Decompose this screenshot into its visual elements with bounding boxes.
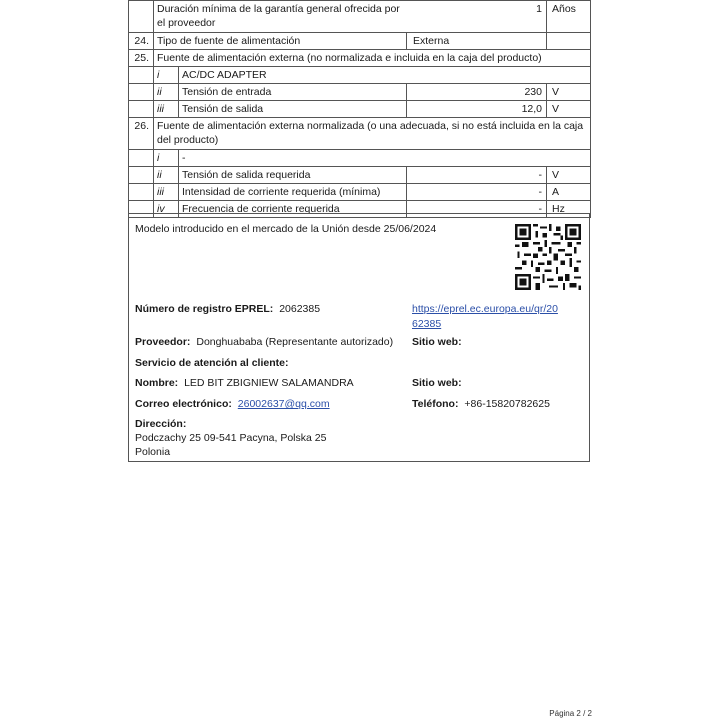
row-value: 230 <box>407 84 547 101</box>
row-number <box>129 1 154 33</box>
table-row <box>129 167 591 184</box>
supplier-label: Proveedor: <box>135 336 191 348</box>
table-row <box>129 150 591 167</box>
row-label: AC/DC ADAPTER <box>179 67 591 84</box>
supplier-value: Donghuababa (Representante autorizado) <box>196 336 394 348</box>
row-subindex: i <box>154 150 179 167</box>
row-subindex: ii <box>154 167 179 184</box>
row-number: 26. <box>129 118 154 150</box>
eprel-link[interactable]: https://eprel.ec.europa.eu/qr/20 62385 <box>412 303 558 330</box>
row-unit: V <box>547 84 591 101</box>
website-label: Sitio web: <box>412 377 462 389</box>
row-subindex: iii <box>154 184 179 201</box>
address-label: Dirección: <box>135 418 187 430</box>
row-value: - <box>407 201 547 218</box>
row-unit: Años <box>547 1 591 33</box>
eprel-label: Número de registro EPREL: <box>135 303 274 315</box>
email-row <box>135 397 330 412</box>
row-label: Frecuencia de corriente requerida <box>179 201 407 218</box>
table-row <box>129 67 591 84</box>
row-label: Duración mínima de la garantía general ofrecida por el proveedor 1 <box>154 1 547 33</box>
row-number: 24. <box>129 33 154 50</box>
row-label: Tensión de salida requerida <box>179 167 407 184</box>
row-label: - <box>179 150 591 167</box>
row-unit: Hz <box>547 201 591 218</box>
phone-value: +86-15820782625 <box>464 398 550 410</box>
eprel-row <box>135 302 320 317</box>
market-date-text: Modelo introducido en el mercado de la Unión desde 25/06/2024 <box>135 223 437 235</box>
table-row <box>129 84 591 101</box>
address-country: Polonia <box>135 446 171 458</box>
name-label: Nombre: <box>135 377 179 389</box>
row-unit <box>547 33 591 50</box>
row-value: - <box>407 167 547 184</box>
row-subindex: ii <box>154 84 179 101</box>
row-label: Intensidad de corriente requerida (mínima) <box>179 184 407 201</box>
name-value: LED BIT ZBIGNIEW SALAMANDRA <box>184 377 354 389</box>
row-value: - <box>407 184 547 201</box>
phone-row <box>412 397 550 412</box>
name-row <box>135 376 354 391</box>
email-link[interactable]: 26002637@qq.com <box>237 398 330 410</box>
row-subindex: iii <box>154 101 179 118</box>
table-row <box>129 101 591 118</box>
row-label: Fuente de alimentación externa normalizada (o una adecuada, si no está incluida en la caja del producto) <box>154 118 591 150</box>
customer-service-heading: Servicio de atención al cliente: <box>135 357 289 369</box>
supplier-row <box>135 335 393 350</box>
row-number: 25. <box>129 50 154 67</box>
qr-code-icon[interactable] <box>515 224 581 290</box>
supplier-info-box <box>128 213 590 462</box>
row-value: Externa <box>407 33 547 50</box>
row-unit: A <box>547 184 591 201</box>
row-unit: V <box>547 167 591 184</box>
row-unit: V <box>547 101 591 118</box>
row-value: 12,0 <box>407 101 547 118</box>
phone-label: Teléfono: <box>412 398 459 410</box>
table-row <box>129 33 591 50</box>
energy-spec-table <box>128 0 591 218</box>
table-row <box>129 118 591 150</box>
row-label: Tipo de fuente de alimentación <box>154 33 407 50</box>
row-subindex: iv <box>154 201 179 218</box>
website-label: Sitio web: <box>412 336 462 348</box>
page-number: Página 2 / 2 <box>549 709 592 718</box>
table-row <box>129 50 591 67</box>
table-row <box>129 1 591 33</box>
row-subindex: i <box>154 67 179 84</box>
table-row <box>129 184 591 201</box>
email-label: Correo electrónico: <box>135 398 232 410</box>
row-label: Tensión de entrada <box>179 84 407 101</box>
address-line: Podczachy 25 09-541 Pacyna, Polska 25 <box>135 432 327 444</box>
eprel-value: 2062385 <box>279 303 321 315</box>
row-label: Tensión de salida <box>179 101 407 118</box>
row-label: Fuente de alimentación externa (no normalizada e incluida en la caja del producto) <box>154 50 591 67</box>
row-value: 1 <box>536 3 542 15</box>
